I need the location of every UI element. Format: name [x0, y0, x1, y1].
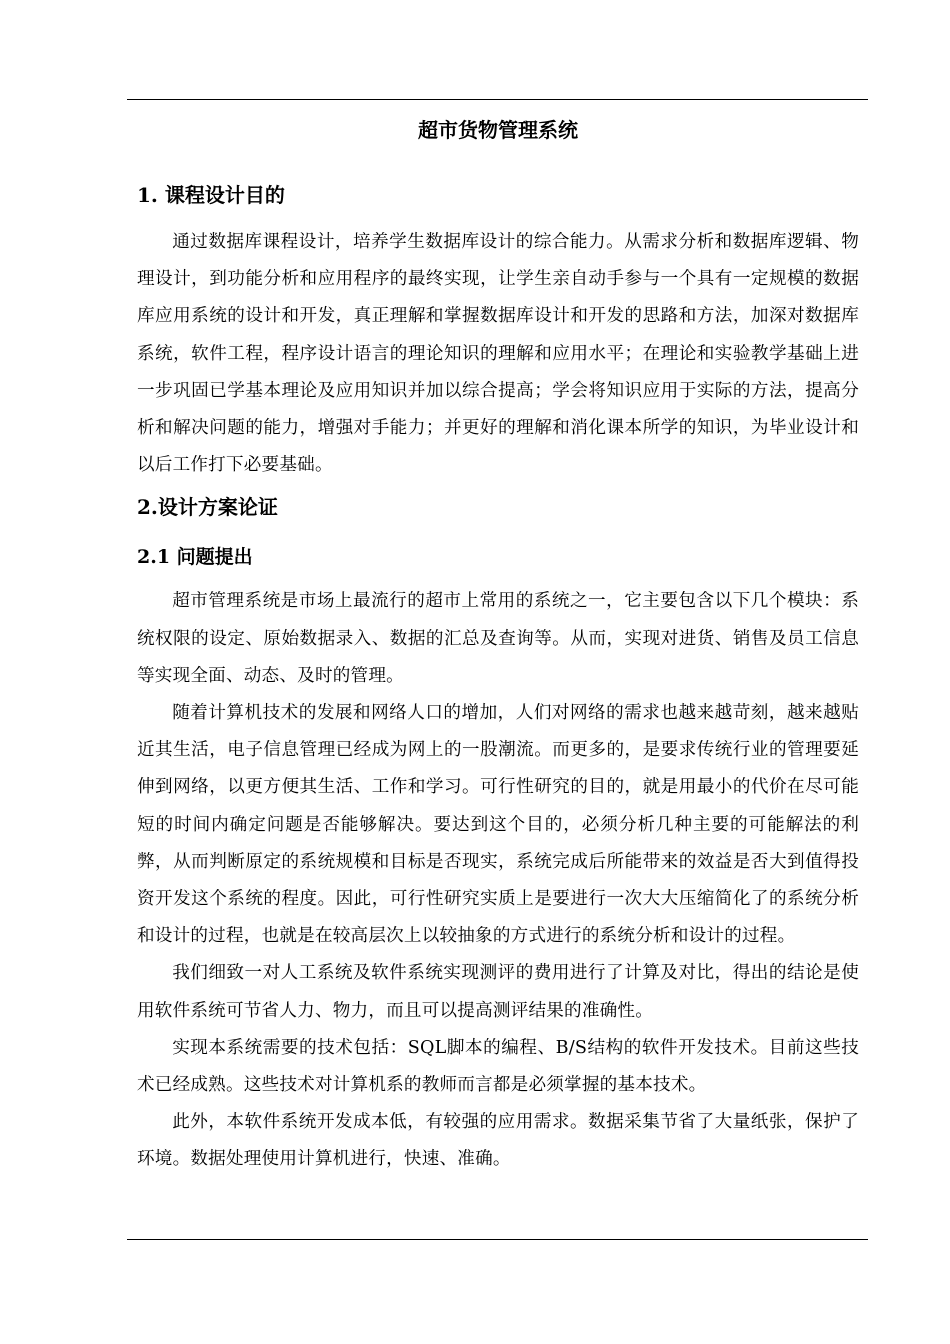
footer-rule: [127, 1239, 868, 1240]
section-2-1-paragraph-4: 实现本系统需要的技术包括：SQL脚本的编程、B/S结构的软件开发技术。目前这些技术已经成熟。这些技术对计算机系的教师而言都是必须掌握的基本技术。: [137, 1037, 859, 1096]
document-title: 超市货物管理系统: [418, 118, 578, 142]
section-2-1-paragraph-5: 此外，本软件系统开发成本低，有较强的应用需求。数据采集节省了大量纸张，保护了环境。数据处理使用计算机进行，快速、准确。: [137, 1112, 859, 1170]
section-1-paragraph: 通过数据库课程设计，培养学生数据库设计的综合能力。从需求分析和数据库逻辑、物理设计，到功能分析和应用程序的最终实现，让学生亲自动手参与一个具有一定规模的数据库应用系统的设计和开发，真正理解和掌握数据库设计和开发的思路和方法，加深对数据库系统，软件工程，程序设计语言的理论知识的理解和应用水平；在理论和实验教学基础上进一步巩固已学基本理论及应用知识并加以综合提高；学会将知识应用于实际的方法，提高分析和解决问题的能力，增强对手能力；并更好的理解和消化课本所学的知识，为毕业设计和以后工作打下必要基础。: [137, 232, 859, 476]
section-2-1-paragraph-2: 随着计算机技术的发展和网络人口的增加，人们对网络的需求也越来越苛刻，越来越贴近其生活，电子信息管理已经成为网上的一股潮流。而更多的，是要求传统行业的管理要延伸到网络，以更方便其生活、工作和学习。可行性研究的目的，就是用最小的代价在尽可能短的时间内确定问题是否能够解决。要达到这个目的，必须分析几种主要的可能解法的利弊，从而判断原定的系统规模和目标是否现实，系统完成后所能带来的效益是否大到值得投资开发这个系统的程度。因此，可行性研究实质上是要进行一次大大压缩简化了的系统分析和设计的过程，也就是在较高层次上以较抽象的方式进行的系统分析和设计的过程。: [137, 703, 859, 947]
page-content: [137, 110, 859, 1179]
header-rule: [127, 99, 868, 100]
section-2-1-paragraph-3: 我们细致一对人工系统及软件系统实现测评的费用进行了计算及对比，得出的结论是使用软件系统可节省人力、物力，而且可以提高测评结果的准确性。: [137, 963, 859, 1021]
section-2-1-paragraph-1: 超市管理系统是市场上最流行的超市上常用的系统之一，它主要包含以下几个模块：系统权限的设定、原始数据录入、数据的汇总及查询等。从而，实现对进货、销售及员工信息等实现全面、动态、及时的管理。: [137, 591, 859, 686]
section-1-heading: 1. 课程设计目的: [137, 183, 285, 207]
section-2-1-heading: 2.1 问题提出: [137, 546, 253, 569]
section-2-heading: 2.设计方案论证: [137, 495, 278, 520]
